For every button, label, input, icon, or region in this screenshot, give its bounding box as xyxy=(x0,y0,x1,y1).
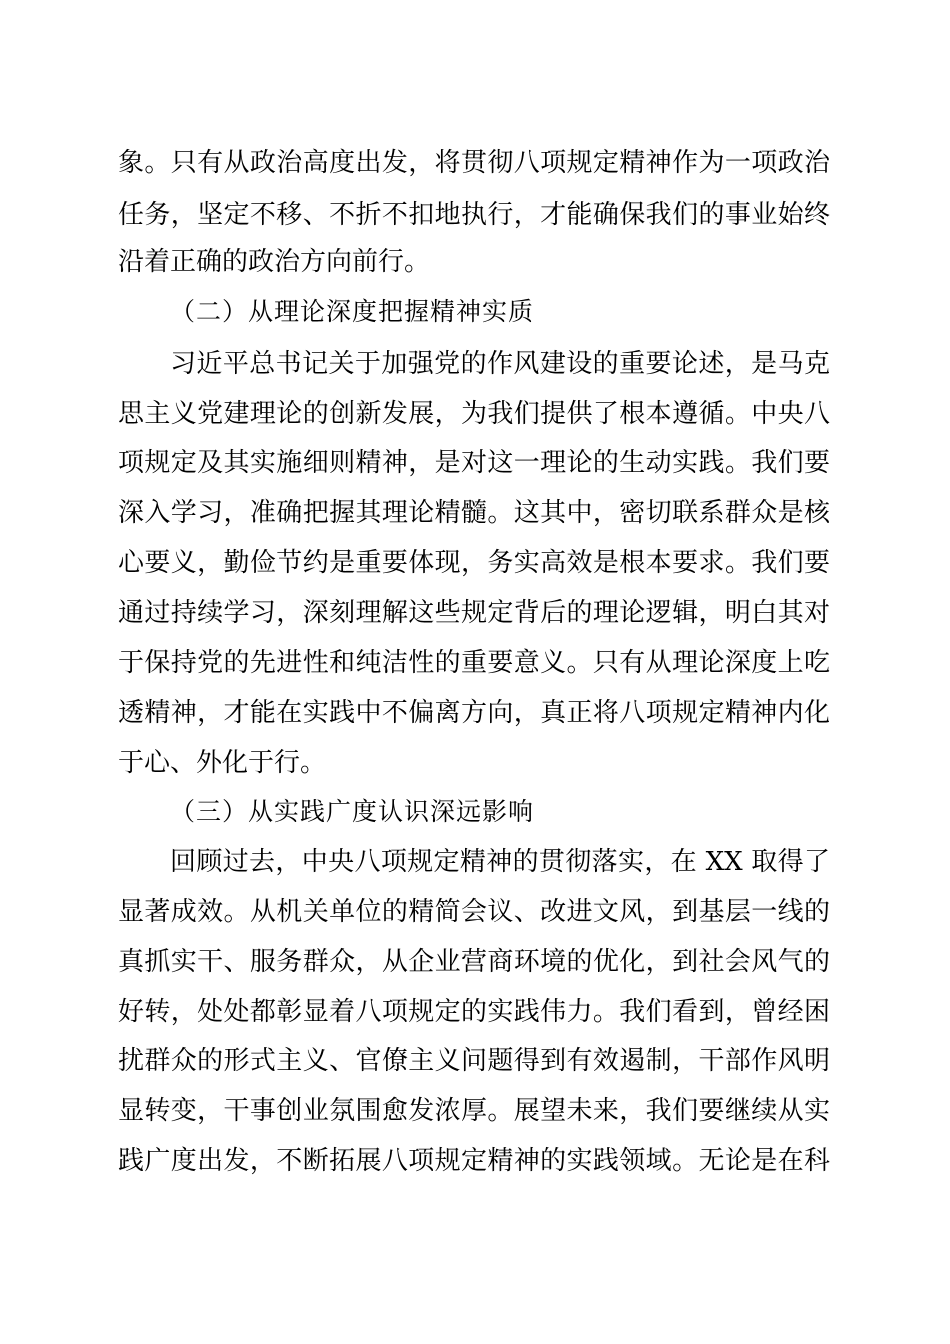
paragraph-2-line-2: 思主义党建理论的创新发展，为我们提供了根本遵循。中央八 xyxy=(118,399,830,429)
paragraph-2-line-7: 于保持党的先进性和纯洁性的重要意义。只有从理论深度上吃 xyxy=(118,648,830,678)
paragraph-2-line-8: 透精神，才能在实践中不偏离方向，真正将八项规定精神内化 xyxy=(118,698,830,728)
paragraph-2-line-1: 习近平总书记关于加强党的作风建设的重要论述，是马克 xyxy=(170,349,830,379)
paragraph-2-line-3: 项规定及其实施细则精神，是对这一理论的生动实践。我们要 xyxy=(118,448,830,478)
paragraph-1-line-2: 任务，坚定不移、不折不扣地执行，才能确保我们的事业始终 xyxy=(118,200,830,230)
section-heading-2: （二）从理论深度把握精神实质 xyxy=(170,297,535,326)
paragraph-3-line-2: 显著成效。从机关单位的精简会议、改进文风，到基层一线的 xyxy=(118,897,830,927)
paragraph-3-line-6: 显转变，干事创业氛围愈发浓厚。展望未来，我们要继续从实 xyxy=(118,1096,830,1126)
paragraph-1-line-3: 沿着正确的政治方向前行。 xyxy=(118,247,431,277)
paragraph-2-line-4: 深入学习，准确把握其理论精髓。这其中，密切联系群众是核 xyxy=(118,498,830,528)
paragraph-1-line-1: 象。只有从政治高度出发，将贯彻八项规定精神作为一项政治 xyxy=(118,148,830,178)
section-heading-3: （三）从实践广度认识深远影响 xyxy=(170,797,535,826)
paragraph-3-line-7: 践广度出发，不断拓展八项规定精神的实践领域。无论是在科 xyxy=(118,1146,830,1176)
paragraph-3-line-5: 扰群众的形式主义、官僚主义问题得到有效遏制，干部作风明 xyxy=(118,1046,830,1076)
paragraph-2-line-9: 于心、外化于行。 xyxy=(118,748,327,778)
paragraph-2-line-5: 心要义，勤俭节约是重要体现，务实高效是根本要求。我们要 xyxy=(118,548,830,578)
paragraph-3-line-3: 真抓实干、服务群众，从企业营商环境的优化，到社会风气的 xyxy=(118,947,830,977)
paragraph-3-line-1: 回顾过去，中央八项规定精神的贯彻落实，在 XX 取得了 xyxy=(170,847,830,877)
paragraph-2-line-6: 通过持续学习，深刻理解这些规定背后的理论逻辑，明白其对 xyxy=(118,598,830,628)
paragraph-3-line-4: 好转，处处都彰显着八项规定的实践伟力。我们看到，曾经困 xyxy=(118,997,830,1027)
